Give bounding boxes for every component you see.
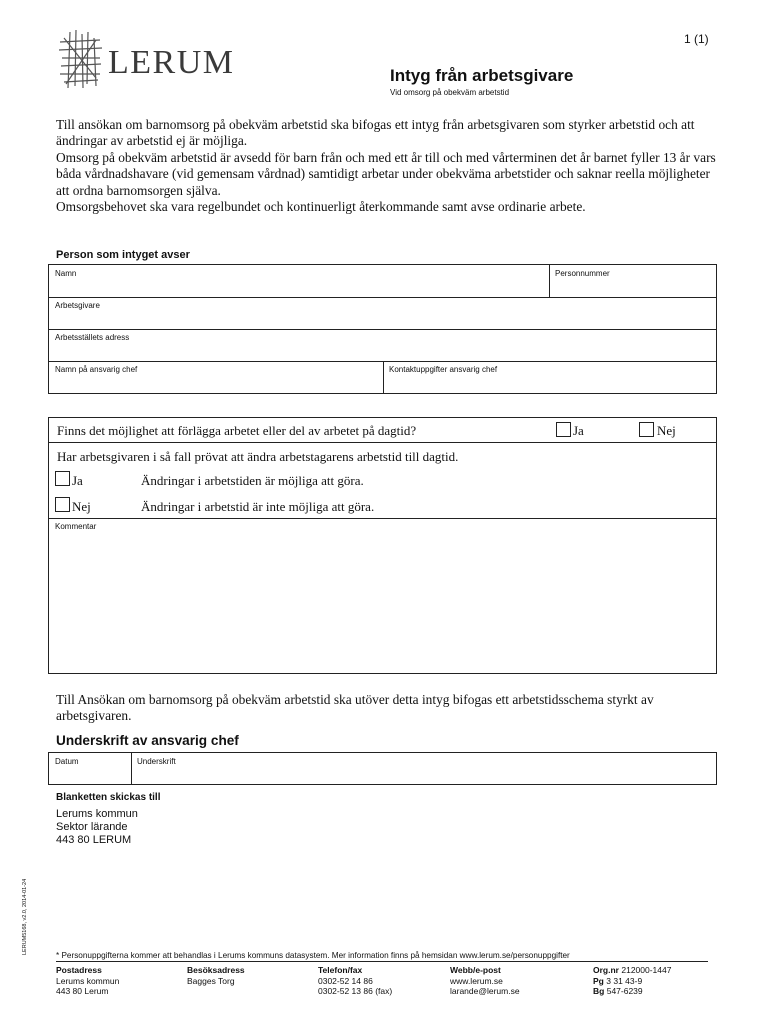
intro-paragraph: Omsorg på obekväm arbetstid är avsedd för barn från och med ett år till och med vårterminen det år barnet fyller 13 år vars båda vårdnadshavare (vid gemensam vårdnad) samtidigt arbetar under obekväma arbetstider och saknar reella möjligheter att ordna barnomsorgen själva. bbox=[56, 149, 716, 198]
footer-phone bbox=[318, 965, 392, 997]
question-form bbox=[48, 417, 717, 674]
comment-label: Kommentar bbox=[55, 522, 97, 531]
employer-label: Arbetsgivare bbox=[55, 301, 100, 310]
daytime-yes-label: Ja bbox=[573, 423, 584, 438]
change-not-possible-text: Ändringar i arbetstid är inte möjliga att göra. bbox=[141, 499, 375, 514]
signature-form bbox=[48, 752, 717, 785]
footer-heading: Org.nr bbox=[593, 965, 619, 975]
change-not-possible-no-label: Nej bbox=[72, 499, 91, 514]
closing-paragraph: Till Ansökan om barnomsorg på obekväm arbetstid ska utöver detta intyg bifogas ett arbetstidsschema styrkt av arbetsgivaren. bbox=[56, 692, 654, 724]
daytime-no-checkbox[interactable] bbox=[639, 422, 654, 437]
personal-number-label: Personnummer bbox=[555, 269, 610, 278]
intro-text bbox=[56, 117, 716, 215]
page-number: 1 (1) bbox=[684, 32, 709, 46]
workplace-address-label: Arbetsställets adress bbox=[55, 333, 130, 342]
form-version-code: LERUM5168, v2.0, 2014-01-24 bbox=[22, 878, 28, 955]
name-label: Namn bbox=[55, 269, 77, 278]
person-form bbox=[48, 264, 717, 394]
send-to-line: Lerums kommun bbox=[56, 808, 138, 820]
footer-heading: Postadress bbox=[56, 965, 102, 975]
document-title: Intyg från arbetsgivare bbox=[390, 66, 574, 85]
footer-line: 0302-52 13 86 (fax) bbox=[318, 986, 393, 997]
org-number: 212000-1447 bbox=[621, 965, 672, 975]
footer-org bbox=[593, 965, 671, 997]
send-to-address bbox=[56, 808, 138, 847]
footer-heading: Besöksadress bbox=[187, 965, 245, 975]
tried-change-question: Har arbetsgivaren i så fall prövat att ändra arbetstagarens arbetstid till dagtid. bbox=[57, 449, 459, 464]
footer-line: 443 80 Lerum bbox=[56, 986, 109, 997]
plusgiro-number: 3 31 43-9 bbox=[606, 975, 643, 986]
date-field[interactable] bbox=[49, 753, 131, 784]
comment-field[interactable] bbox=[49, 518, 716, 673]
closing-text bbox=[56, 692, 716, 725]
change-possible-yes-label: Ja bbox=[72, 473, 83, 488]
workplace-address-field[interactable] bbox=[49, 329, 716, 361]
daytime-yes-checkbox[interactable] bbox=[556, 422, 571, 437]
manager-contact-field[interactable] bbox=[383, 361, 716, 393]
change-not-possible-checkbox[interactable] bbox=[55, 497, 70, 512]
send-to-heading: Blanketten skickas till bbox=[56, 792, 161, 803]
send-to-line: Sektor lärande bbox=[56, 821, 128, 833]
send-to-line: 443 80 LERUM bbox=[56, 834, 132, 846]
footer-heading: Telefon/fax bbox=[318, 965, 363, 975]
footer-heading: Webb/e-post bbox=[450, 965, 501, 975]
signature-label: Underskrift bbox=[137, 757, 176, 766]
signature-field[interactable] bbox=[131, 753, 716, 784]
signature-heading: Underskrift av ansvarig chef bbox=[56, 733, 239, 748]
logo-wordmark: LERUM bbox=[108, 44, 235, 81]
footer-heading: Bg bbox=[593, 986, 605, 997]
manager-name-label: Namn på ansvarig chef bbox=[55, 365, 138, 374]
footer-divider bbox=[56, 961, 708, 962]
footer-visiting bbox=[187, 965, 245, 986]
intro-paragraph: Omsorgsbehovet ska vara regelbundet och kontinuerligt återkommande samt avse ordinarie arbete. bbox=[56, 199, 586, 215]
change-possible-checkbox[interactable] bbox=[55, 471, 70, 486]
change-possible-text: Ändringar i arbetstiden är möjliga att göra. bbox=[141, 473, 364, 488]
personal-number-field[interactable] bbox=[549, 265, 716, 297]
footer-web bbox=[450, 965, 520, 997]
footer-postal bbox=[56, 965, 119, 997]
footer-line: Bagges Torg bbox=[187, 975, 235, 986]
manager-contact-label: Kontaktuppgifter ansvarig chef bbox=[389, 365, 498, 374]
footer-line: Lerums kommun bbox=[56, 975, 120, 986]
footer-line: 0302-52 14 86 bbox=[318, 975, 373, 986]
person-section-heading: Person som intyget avser bbox=[56, 249, 190, 261]
manager-name-field[interactable] bbox=[49, 361, 383, 393]
intro-paragraph: Till ansökan om barnomsorg på obekväm arbetstid ska bifogas ett intyg från arbetsgivaren som styrker arbetstid och att ändringar av arbetstid ej är möjliga. bbox=[56, 117, 695, 149]
daytime-no-label: Nej bbox=[657, 423, 676, 438]
daytime-question: Finns det möjlighet att förlägga arbetet eller del av arbetet på dagtid? bbox=[57, 423, 417, 438]
footer-heading: Pg bbox=[593, 975, 604, 986]
date-label: Datum bbox=[55, 757, 79, 766]
bankgiro-number: 547-6239 bbox=[606, 986, 643, 997]
privacy-footnote: * Personuppgifterna kommer att behandlas i Lerums kommuns datasystem. Mer information finns på hemsidan www.lerum.se/personuppgifter bbox=[56, 951, 570, 960]
name-field[interactable] bbox=[49, 265, 549, 297]
employer-field[interactable] bbox=[49, 297, 716, 329]
footer-link[interactable]: www.lerum.se bbox=[450, 975, 503, 986]
footer-link[interactable]: larande@lerum.se bbox=[450, 986, 520, 997]
document-subtitle: Vid omsorg på obekväm arbetstid bbox=[390, 88, 510, 97]
